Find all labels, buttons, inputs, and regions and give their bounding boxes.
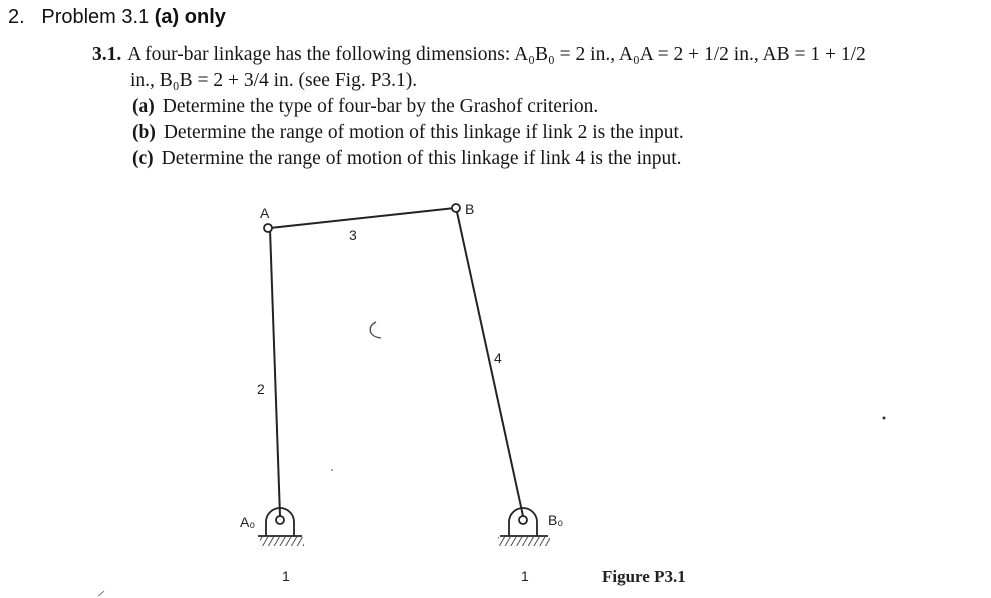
header-title: Problem 3.1 xyxy=(41,6,150,28)
link-4 xyxy=(457,212,523,516)
problem-text-line2: in., B₀B = 2 + 3/4 in. (see Fig. P3.1). xyxy=(130,70,418,91)
header-number: 2. xyxy=(8,6,25,28)
label-ground-right: 1 xyxy=(521,568,529,584)
ground-pivot-a0 xyxy=(258,508,304,546)
label-b0: B₀ xyxy=(548,512,564,528)
handwritten-mark xyxy=(370,322,381,338)
ground-pivot-b0 xyxy=(498,508,550,546)
link-3 xyxy=(270,208,455,228)
label-link-3: 3 xyxy=(349,227,357,243)
part-c-label: (c) xyxy=(132,148,154,169)
label-a: A xyxy=(260,205,270,221)
part-a-text: Determine the type of four-bar by the Grashof criterion. xyxy=(162,96,599,117)
header-qualifier: (a) only xyxy=(154,6,226,28)
part-c-text: Determine the range of motion of this linkage if link 4 is the input. xyxy=(161,148,682,169)
figure-caption: Figure P3.1 xyxy=(602,567,686,586)
label-link-4: 4 xyxy=(494,350,502,366)
part-a-label: (a) xyxy=(132,96,155,117)
link-2 xyxy=(270,229,280,516)
part-b-text: Determine the range of motion of this linkage if link 2 is the input. xyxy=(163,122,684,143)
stray-mark xyxy=(98,591,104,596)
problem-number: 3.1. xyxy=(92,44,122,65)
label-a0: A₀ xyxy=(240,514,256,530)
stray-dot xyxy=(883,417,886,420)
problem-text-line1: A four-bar linkage has the following dimensions: A₀B₀ = 2 in., A₀A = 2 + 1/2 in., AB = 1 + 1/2 xyxy=(127,44,866,65)
label-b: B xyxy=(465,201,475,217)
joint-a-circle xyxy=(264,224,272,232)
label-link-2: 2 xyxy=(257,381,265,397)
stray-dot xyxy=(331,469,333,471)
label-ground-left: 1 xyxy=(282,568,290,584)
part-b-label: (b) xyxy=(132,122,156,143)
joint-b-circle xyxy=(452,204,460,212)
